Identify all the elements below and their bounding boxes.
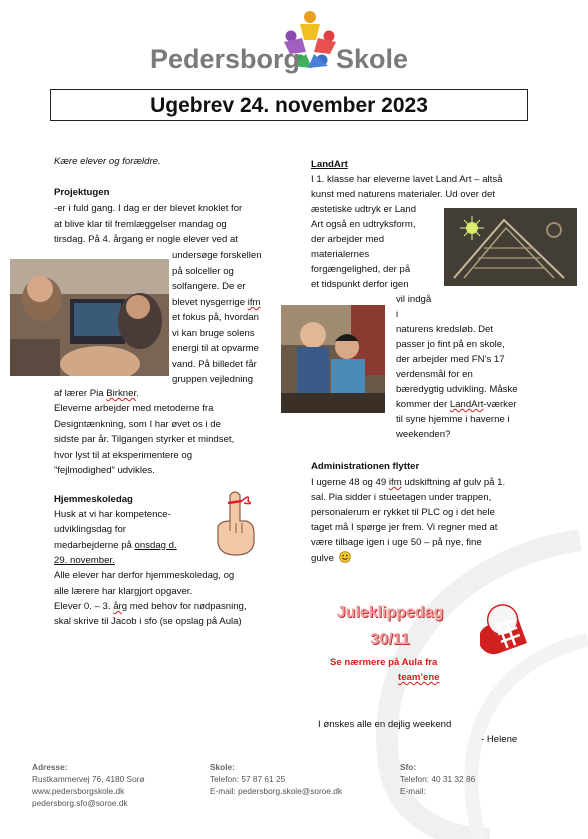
landart-line: et tidspunkt derfor igen — [311, 279, 409, 290]
hjemmeskoledag-line: Elever 0. – 3. årg med behov for nødpasning, — [54, 601, 247, 612]
logo-text-right: Skole — [336, 44, 409, 74]
hjemmeskoledag-line: Alle elever har derfor hjemmeskoledag, og — [54, 570, 235, 581]
photo-landart-sticks — [444, 208, 577, 286]
landart-line: bæredygtig udvikling. Måske — [396, 384, 518, 395]
landart-line: vil indgå — [396, 294, 432, 305]
landart-heading: LandArt — [311, 159, 348, 170]
closing-text: I ønskes alle en dejlig weekend — [318, 719, 452, 730]
woven-heart-icon — [480, 604, 554, 668]
projektugen-line: ”fejlmodighed” udvikles. — [54, 465, 155, 476]
landart-line: kunst med naturens materialer. Ud over det — [311, 189, 495, 200]
juleklippedag-sub: team’ene — [398, 672, 440, 683]
projektugen-line: -er i fuld gang. I dag er der blevet knoklet for — [54, 203, 243, 214]
footer-skole-email[interactable]: E-mail: pedersborg.skole@soroe.dk — [210, 786, 343, 796]
landart-line: i — [396, 309, 399, 320]
footer-sfo-phone: Telefon: 40 31 32 86 — [400, 774, 476, 784]
landart-line: til syne hjemme i haverne i — [396, 414, 510, 425]
landart-line: I 1. klasse har eleverne lavet Land Art – altså — [311, 174, 503, 185]
projektugen-line: vand. På billedet får — [172, 359, 257, 370]
finger-reminder-icon — [210, 487, 260, 557]
projektugen-line: af lærer Pia Birkner. — [54, 388, 139, 399]
projektugen-line: Eleverne arbejder med metoderne fra — [54, 403, 214, 414]
admin-line: personalerum er rykket til PLC og i det hele — [311, 507, 495, 518]
juleklippedag-sub: Se nærmere på Aula fra — [330, 657, 438, 668]
admin-line: sal. Pia sidder i stueetagen under trappen, — [311, 492, 492, 503]
landart-line: verdensmål for en — [396, 369, 473, 380]
watermark-swirl — [330, 520, 588, 839]
photo-kids-outdoors — [281, 305, 385, 413]
landart-line: materialernes — [311, 249, 370, 260]
admin-line: taget må I spørge jer frem. Vi regner med at — [311, 522, 498, 533]
juleklippedag-date: 30/11 — [370, 631, 410, 648]
admin-heading: Administrationen flytter — [311, 461, 420, 472]
juleklippedag-title: Juleklippedag — [336, 604, 444, 621]
landart-line: weekenden? — [396, 429, 451, 440]
admin-line: være tilbage igen i uge 50 – på nye, fine — [311, 537, 482, 548]
hjemmeskoledag-line: udviklingsdag for — [54, 524, 126, 535]
projektugen-line: solfangere. De er — [172, 281, 246, 292]
hjemmeskoledag-line: Husk at vi har kompetence- — [54, 509, 171, 520]
projektugen-line: sidste par år. Tilgangen styrker et mindset, — [54, 434, 235, 445]
projektugen-line: hvor lyst til at eksperimentere og — [54, 450, 193, 461]
greeting: Kære elever og forældre. — [54, 156, 161, 167]
footer-adresse-line: Rustkammervej 76, 4180 Sorø — [32, 774, 145, 784]
landart-line: æstetiske udtryk er Land — [311, 204, 417, 215]
projektugen-heading: Projektugen — [54, 187, 110, 198]
hjemmeskoledag-heading: Hjemmeskoledag — [54, 494, 133, 505]
projektugen-line: vi kan bruge solens — [172, 328, 255, 339]
hjemmeskoledag-line: medarbejderne på onsdag d. — [54, 540, 177, 551]
landart-line: der arbejder med — [311, 234, 385, 245]
footer-adresse-label: Adresse: — [32, 762, 68, 772]
page-title: Ugebrev 24. november 2023 — [50, 89, 528, 121]
footer-website-link[interactable]: www.pedersborgskole.dk — [32, 786, 125, 796]
projektugen-line: undersøge forskellen — [172, 250, 262, 261]
smiley-icon — [339, 551, 351, 563]
logo-text-left: Pedersborg — [150, 44, 301, 74]
admin-line: gulve — [311, 551, 351, 567]
footer-skole-label: Skole: — [210, 762, 235, 772]
photo-students-laptop — [10, 259, 169, 376]
projektugen-line: gruppen vejledning — [172, 374, 254, 385]
hjemmeskoledag-line: skal skrive til Jacob i sfo (se opslag på Aula) — [54, 616, 242, 627]
landart-line: kommer der LandArt-værker — [396, 399, 517, 410]
projektugen-line: på solceller og — [172, 266, 234, 277]
landart-line: Art også en udtryksform, — [311, 219, 416, 230]
footer-skole-phone: Telefon: 57 87 61 25 — [210, 774, 286, 784]
landart-line: passer jo fint på en skole, — [396, 339, 505, 350]
projektugen-line: energi til at opvarme — [172, 343, 259, 354]
admin-line: I ugerne 48 og 49 ifm udskiftning af gulv på 1. — [311, 477, 506, 488]
hjemmeskoledag-line: 29. november. — [54, 555, 115, 566]
projektugen-line: et fokus på, hvordan — [172, 312, 259, 323]
hjemmeskoledag-line: alle lærere har klargjort opgaver. — [54, 586, 193, 597]
signature: - Helene — [481, 734, 518, 745]
projektugen-line: Designtænkning, som I har øvet os i de — [54, 419, 221, 430]
footer-sfo-label: Sfo: — [400, 762, 417, 772]
projektugen-line: blevet nysgerrige ifm — [172, 297, 261, 308]
projektugen-line: at blive klar til fremlæggelser mandag og — [54, 219, 227, 230]
projektugen-line: tirsdag. På 4. årgang er nogle elever ved at — [54, 234, 238, 245]
landart-line: naturens kredsløb. Det — [396, 324, 494, 335]
footer-sfo-email-link[interactable]: pedersborg.sfo@soroe.dk — [32, 798, 128, 808]
footer-sfo-email: E-mail: — [400, 786, 426, 796]
landart-line: forgængelighed, der på — [311, 264, 411, 275]
landart-line: der arbejder med FN’s 17 — [396, 354, 505, 365]
